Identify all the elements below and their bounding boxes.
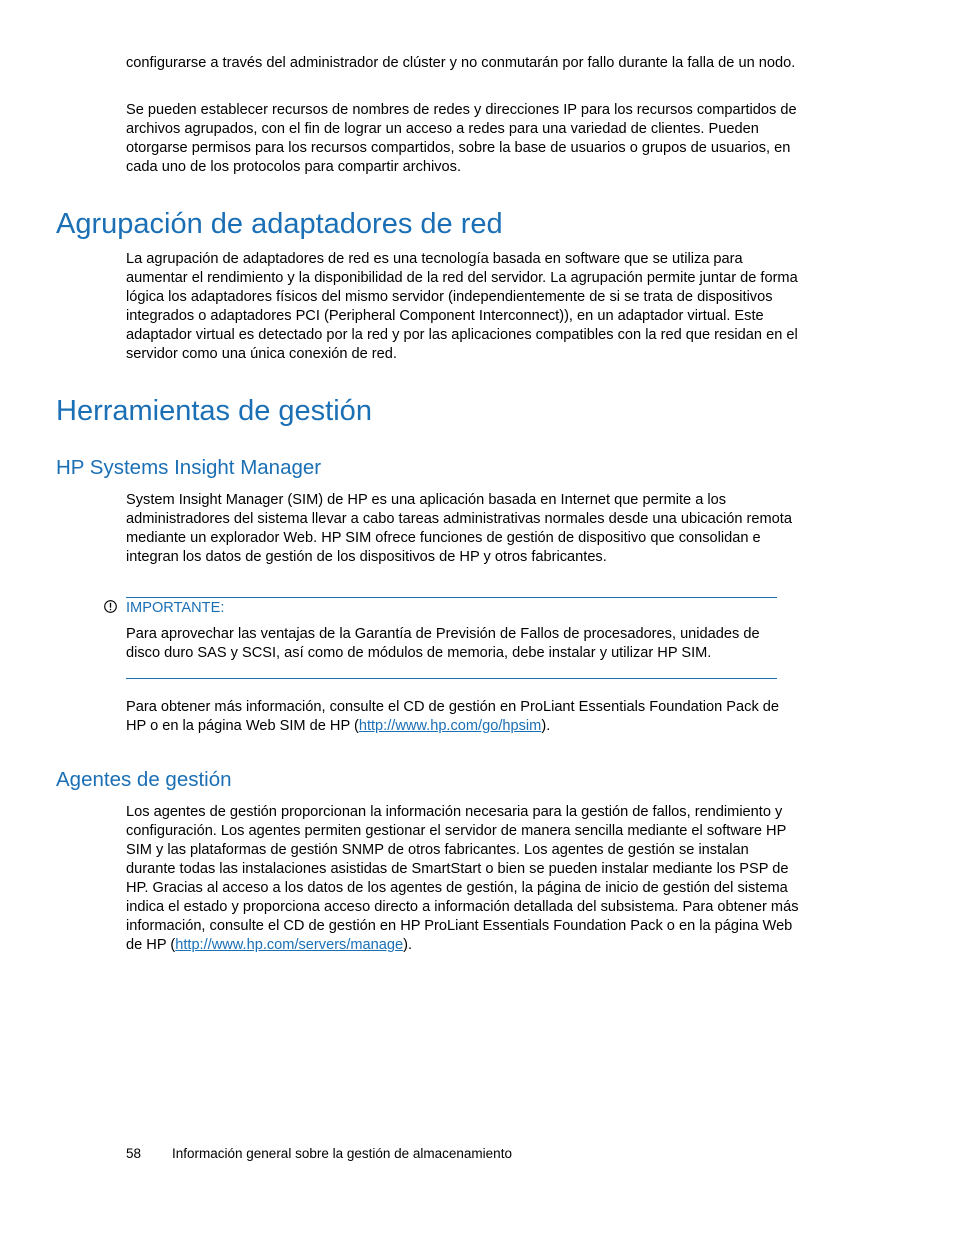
note-top-rule <box>126 597 777 598</box>
agents-text-suffix: ). <box>403 937 413 953</box>
servers-manage-link[interactable]: http://www.hp.com/servers/manage <box>175 937 404 953</box>
more-info-text: Para obtener más información, consulte el CD de gestión en ProLiant Essentials Foundation Pack de HP o en la página Web SIM de HP ( <box>126 699 780 734</box>
heading-nic-teaming: Agrupación de adaptadores de red <box>56 208 503 240</box>
more-info-suffix: ). <box>541 718 551 734</box>
intro-paragraph-1: configurarse a través del administrador de clúster y no conmutarán por fallo durante la falla de un nodo. <box>126 55 796 71</box>
hp-sim-paragraph: System Insight Manager (SIM) de HP es una aplicación basada en Internet que permite a los administradores del sistema llevar a cabo tareas administrativas normales desde una ubicación remota mediante un explorador Web. HP SIM ofrece funciones de gestión de dispositivo que consolidan e integran los datos de gestión de los dispositivos de HP y otros fabricantes. <box>126 492 792 565</box>
important-label: IMPORTANTE: <box>126 600 225 616</box>
heading-hp-sim: HP Systems Insight Manager <box>56 456 322 479</box>
heading-management-tools: Herramientas de gestión <box>56 395 372 427</box>
agents-text: Los agentes de gestión proporcionan la información necesaria para la gestión de fallos, rendimiento y configuración. Los agentes permiten gestionar el servidor de manera sencilla mediante el software HP SIM y las plataformas de gestión SNMP de otros fabricantes. Los agentes de gestión se instalan durante todas las instalaciones asistidas de SmartStart o bien se pueden instalar mediante los PSP de HP. Gracias al acceso a los datos de los agentes de gestión, la página de inicio de gestión del sistema indica el estado y proporciona acceso directo a información detallada del subsistema. Para obtener más información, consulte el CD de gestión en HP ProLiant Essentials Foundation Pack o en la página Web de HP ( <box>126 804 799 953</box>
management-agents-paragraph <box>126 803 802 955</box>
page-number: 58 <box>126 1146 142 1161</box>
hpsim-link[interactable]: http://www.hp.com/go/hpsim <box>358 718 542 734</box>
important-icon <box>104 600 117 613</box>
intro-paragraph-2: Se pueden establecer recursos de nombres de redes y direcciones IP para los recursos compartidos de archivos agrupados, con el fin de lograr un acceso a redes para una variedad de clientes. Pueden otorgarse permisos para los recursos compartidos, sobre la base de usuarios o grupos de usuarios, en cada uno de los protocolos para compartir archivos. <box>126 102 797 175</box>
hp-sim-more-info <box>126 698 802 736</box>
nic-teaming-paragraph: La agrupación de adaptadores de red es una tecnología basada en software que se utiliza para aumentar el rendimiento y la disponibilidad de la red del servidor. La agrupación permite juntar de forma lógica los adaptadores físicos del mismo servidor (independientemente de si se trata de dispositivos integrados o adaptadores PCI (Peripheral Component Interconnect)), en un adaptador virtual. Este adaptador virtual es detectado por la red y por las aplicaciones compatibles con la red que residan en el servidor como una única conexión de red. <box>126 251 798 362</box>
footer-title: Información general sobre la gestión de almacenamiento <box>172 1146 512 1161</box>
heading-management-agents: Agentes de gestión <box>56 768 232 791</box>
important-note-text: Para aprovechar las ventajas de la Garantía de Previsión de Fallos de procesadores, unidades de disco duro SAS y SCSI, así como de módulos de memoria, debe instalar y utilizar HP SIM. <box>126 626 760 661</box>
note-bottom-rule <box>126 678 777 679</box>
